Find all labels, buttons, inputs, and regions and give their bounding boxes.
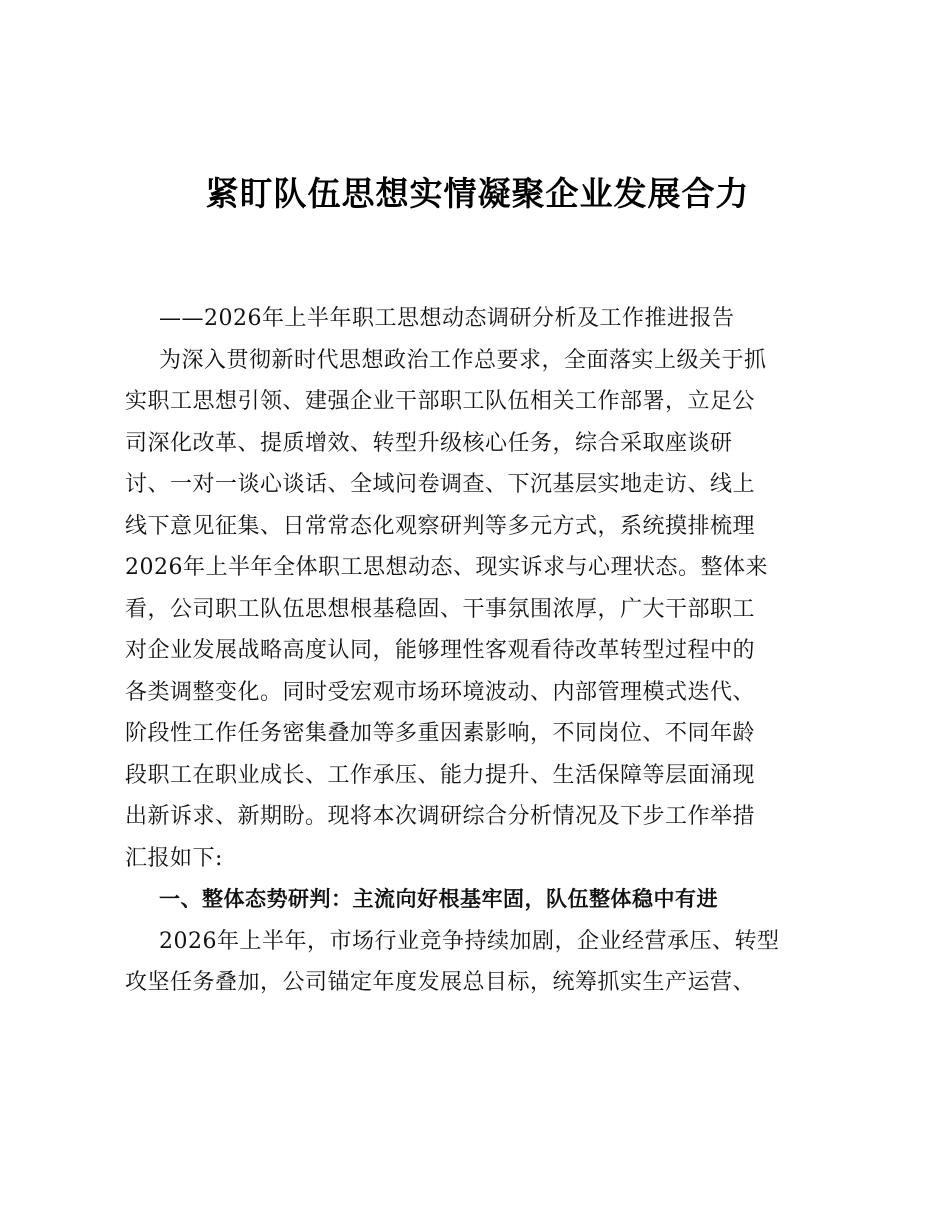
paragraph-line: 出新诉求、新期盼。现将本次调研综合分析情况及下步工作举措 [125, 804, 756, 829]
paragraph-line: 阶段性工作任务密集叠加等多重因素影响，不同岗位、不同年龄 [125, 721, 756, 746]
paragraph-line: 2026年上半年全体职工思想动态、现实诉求与心理状态。整体来 [125, 555, 768, 580]
paragraph-line: 司深化改革、提质增效、转型升级核心任务，综合采取座谈研 [125, 430, 733, 456]
paragraph-line: 2026年上半年，市场行业竞争持续加剧，企业经营承压、转型 [159, 928, 780, 954]
paragraph-line: 对企业发展战略高度认同，能够理性客观看待改革转型过程中的 [125, 638, 756, 663]
document-subtitle: ——2026年上半年职工思想动态调研分析及工作推进报告 [159, 306, 735, 331]
paragraph-line: 为深入贯彻新时代思想政治工作总要求，全面落实上级关于抓 [159, 347, 767, 373]
paragraph-line: 各类调整变化。同时受宏观市场环境波动、内部管理模式迭代、 [125, 679, 756, 705]
paragraph-line: 实职工思想引领、建强企业干部职工队伍相关工作部署，立足公 [125, 389, 756, 414]
paragraph-line: 汇报如下: [125, 845, 223, 871]
section-heading: 一、整体态势研判：主流向好根基牢固，队伍整体稳中有进 [159, 887, 718, 911]
document-title: 紧盯队伍思想实情凝聚企业发展合力 [205, 174, 750, 213]
paragraph-line: 攻坚任务叠加，公司锚定年度发展总目标，统筹抓实生产运营、 [125, 970, 756, 995]
document-body [125, 298, 835, 1004]
paragraph-line: 看，公司职工队伍思想根基稳固、干事氛围浓厚，广大干部职工 [125, 596, 756, 622]
paragraph-line: 段职工在职业成长、工作承压、能力提升、生活保障等层面涌现 [125, 762, 756, 788]
paragraph-line: 讨、一对一谈心谈话、全域问卷调查、下沉基层实地走访、线上 [125, 472, 756, 497]
paragraph-line: 线下意见征集、日常常态化观察研判等多元方式，系统摸排梳理 [125, 513, 756, 539]
